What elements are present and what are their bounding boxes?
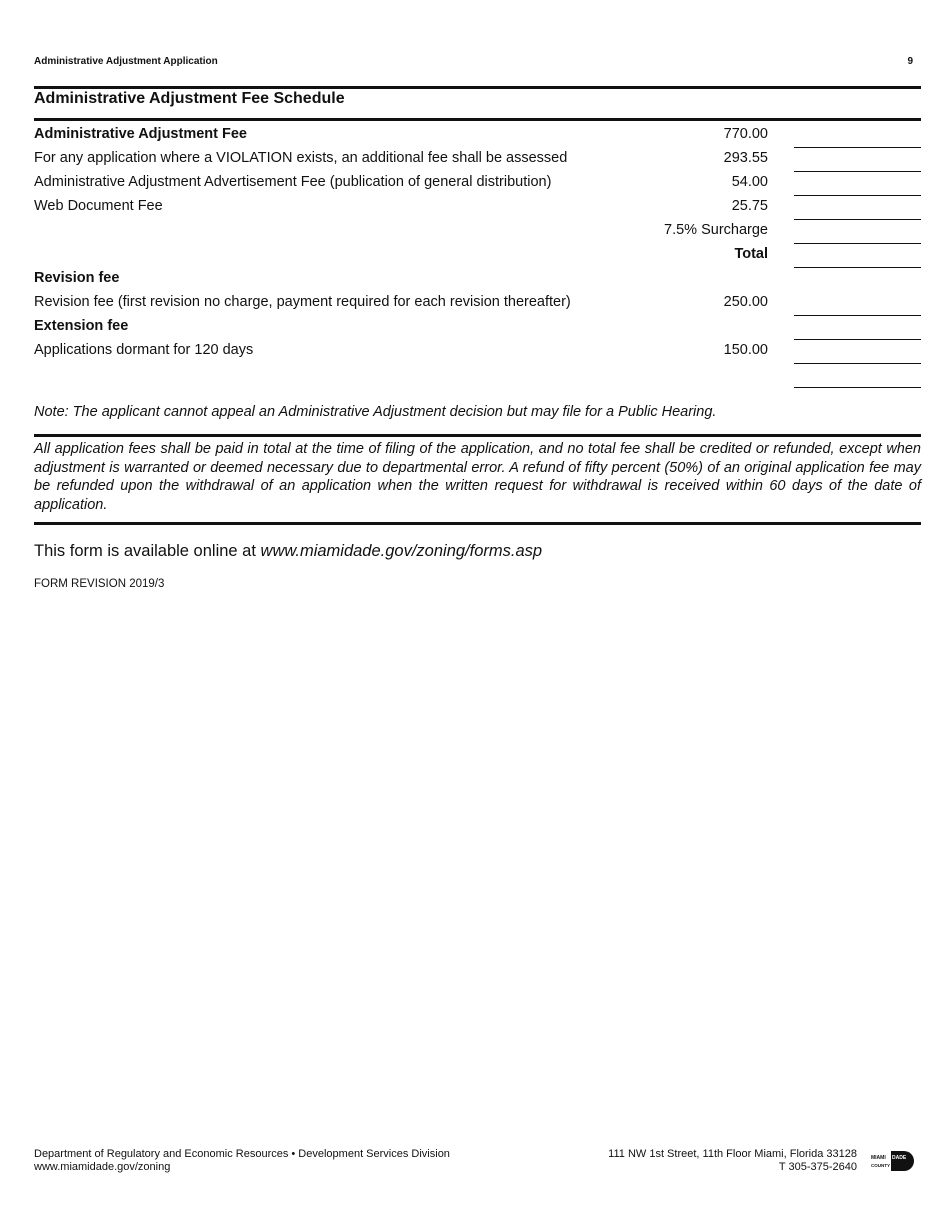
- fee-table: [34, 124, 921, 388]
- fee-row-web-document: [34, 196, 921, 220]
- fee-policy-text: All application fees shall be paid in total at the time of filing of the application, and no total fee shall be credited or refunded, except when adjustment is warranted or deemed necessary due to departmental error. A refund of fifty percent (50%) of an original application fee may be refunded upon the withdrawal of an application when the written request for withdrawal is received within 60 days of the date of application.: [34, 441, 921, 513]
- running-header: [34, 56, 921, 70]
- forms-link[interactable]: www.miamidade.gov/zoning/forms.asp: [260, 542, 543, 560]
- footer-department: Department of Regulatory and Economic Resources • Development Services Division: [34, 1148, 450, 1160]
- fee-category-heading: Extension fee: [34, 318, 129, 334]
- section-divider: [34, 118, 921, 121]
- top-divider: [34, 86, 921, 89]
- policy-bottom-divider: [34, 522, 921, 525]
- fee-row-adjustment: [34, 124, 921, 148]
- logo-text-county: COUNTY: [871, 1163, 890, 1168]
- fee-label: Administrative Adjustment Advertisement Fee (publication of general distribution): [34, 174, 552, 190]
- footer-website[interactable]: www.miamidade.gov/zoning: [34, 1161, 171, 1173]
- fee-label: Revision fee (first revision no charge, payment required for each revision thereafter): [34, 294, 571, 310]
- footer-address: 111 NW 1st Street, 11th Floor Miami, Florida 33128: [608, 1148, 857, 1160]
- appeal-note: Note: The applicant cannot appeal an Administrative Adjustment decision but may file for a Public Hearing.: [34, 404, 717, 420]
- fee-row-extension-heading: [34, 316, 921, 340]
- document-page: [34, 0, 921, 1230]
- fee-amount: 25.75: [731, 198, 768, 214]
- online-prefix: This form is available online at: [34, 542, 261, 560]
- fee-row-dormant: [34, 340, 921, 364]
- fee-amount: 150.00: [723, 342, 768, 358]
- total-label: Total: [734, 246, 768, 262]
- document-title: Administrative Adjustment Application: [34, 56, 218, 67]
- fee-label: Administrative Adjustment Fee: [34, 126, 247, 142]
- fee-label: Applications dormant for 120 days: [34, 342, 254, 358]
- fee-label: Web Document Fee: [34, 198, 163, 214]
- fee-row-violation: [34, 148, 921, 172]
- fee-entry-line[interactable]: [794, 387, 921, 388]
- footer-right: [608, 1148, 857, 1174]
- fee-label: For any application where a VIOLATION exists, an additional fee shall be assessed: [34, 150, 568, 166]
- surcharge-label: 7.5% Surcharge: [664, 222, 768, 238]
- fee-row-surcharge: [34, 220, 921, 244]
- online-availability: [34, 542, 542, 561]
- footer-phone: T 305-375-2640: [778, 1161, 857, 1173]
- logo-text-miami: MIAMI: [871, 1155, 886, 1161]
- fee-amount: 250.00: [723, 294, 768, 310]
- fee-amount: 293.55: [723, 150, 768, 166]
- fee-row-advertisement: [34, 172, 921, 196]
- fee-amount: 770.00: [723, 126, 768, 142]
- logo-text-dade: DADE: [892, 1155, 907, 1161]
- page-number: 9: [907, 56, 913, 67]
- fee-row-revision-heading: [34, 268, 921, 292]
- fee-amount: 54.00: [731, 174, 768, 190]
- fee-row-total: [34, 244, 921, 268]
- fee-row-blank: [34, 364, 921, 388]
- footer-left: [34, 1148, 450, 1174]
- miami-dade-logo: [871, 1150, 915, 1172]
- fee-row-revision: [34, 292, 921, 316]
- form-revision: FORM REVISION 2019/3: [34, 578, 165, 590]
- policy-top-divider: [34, 434, 921, 437]
- section-title: Administrative Adjustment Fee Schedule: [34, 90, 345, 107]
- fee-category-heading: Revision fee: [34, 270, 120, 286]
